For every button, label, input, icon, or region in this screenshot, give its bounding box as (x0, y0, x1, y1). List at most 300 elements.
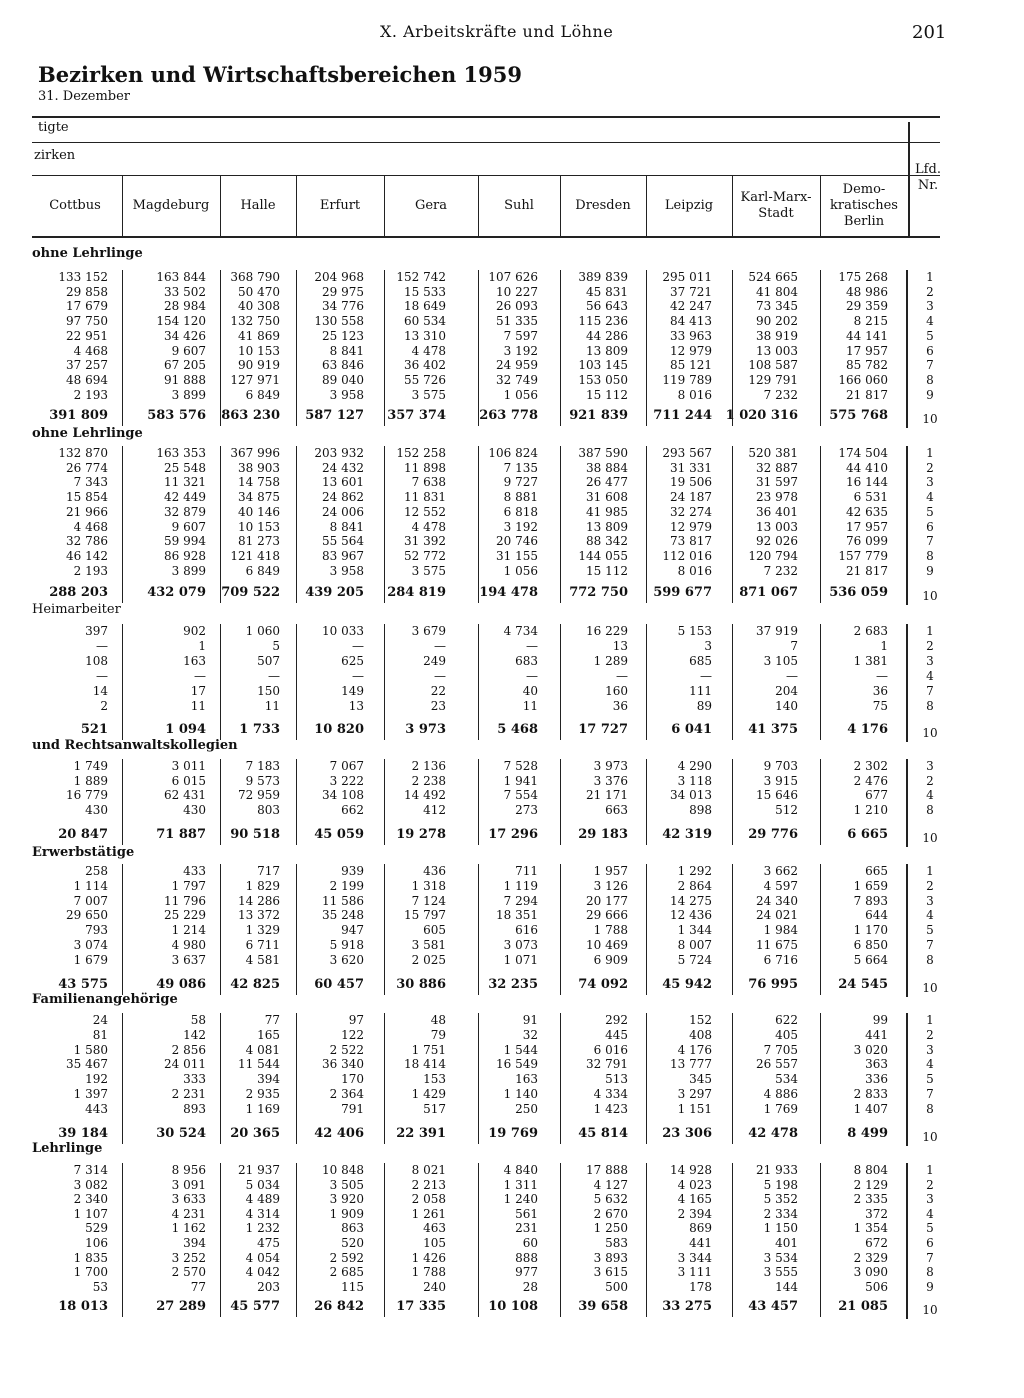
table-cell: 2 522 (329, 1042, 364, 1057)
row-number: 4 (926, 908, 934, 923)
table-cell: 389 839 (578, 270, 628, 284)
table-cell: 121 418 (230, 548, 280, 563)
table-cell: 3 915 (763, 773, 798, 788)
table-cell: 9 727 (503, 475, 538, 490)
table-cell: 7 705 (763, 1042, 798, 1057)
table-cell: 7 067 (329, 759, 364, 773)
table-cell: 7 183 (245, 759, 280, 773)
table-row (0, 1178, 1024, 1192)
table-cell: 3 105 (763, 654, 798, 668)
table-cell: 4 468 (73, 519, 108, 534)
table-cell: 1 397 (73, 1087, 108, 1101)
row-number: 9 (926, 563, 934, 578)
table-cell: 85 121 (670, 358, 712, 373)
table-cell: 48 694 (66, 372, 108, 387)
table-cell: 7 (790, 639, 798, 653)
table-cell: 20 177 (586, 893, 628, 908)
table-cell: 142 (183, 1027, 206, 1042)
table-cell: 3 899 (171, 387, 206, 402)
table-cell: — (268, 669, 280, 683)
table-cell: — (616, 669, 628, 683)
table-cell: 149 (341, 684, 364, 698)
table-cell: 92 026 (756, 534, 798, 549)
table-cell: — (352, 639, 364, 653)
table-cell: 3 637 (171, 952, 206, 967)
total-cell: 29 776 (748, 827, 798, 842)
table-cell: 445 (605, 1027, 628, 1042)
total-cell: 521 (80, 722, 108, 737)
total-cell: 29 183 (578, 827, 628, 842)
table-cell: 60 534 (404, 314, 446, 329)
table-cell: 1 151 (677, 1101, 712, 1116)
table-cell: 583 (605, 1236, 628, 1250)
table-row (0, 669, 1024, 683)
table-cell: 11 (264, 699, 280, 713)
table-cell: 4 980 (171, 938, 206, 952)
table-cell: 40 146 (238, 504, 280, 519)
table-cell: 23 (430, 699, 446, 713)
table-cell: 1 162 (171, 1221, 206, 1236)
table-cell: 662 (341, 802, 364, 817)
page-title: Bezirken und Wirtschaftsbereichen 1959 (38, 62, 522, 87)
table-row (0, 314, 1024, 328)
table-cell: 6 849 (245, 387, 280, 402)
total-cell: 45 577 (230, 1299, 280, 1314)
table-cell: 160 (605, 684, 628, 698)
table-cell: 4 886 (763, 1087, 798, 1101)
table-cell: 441 (689, 1236, 712, 1250)
row-number: 10 (922, 1130, 938, 1144)
table-cell: 3 920 (329, 1192, 364, 1207)
row-number: 8 (926, 952, 934, 967)
table-cell: 711 (515, 864, 538, 878)
table-cell: 13 372 (238, 908, 280, 923)
table-cell: 81 (92, 1027, 108, 1042)
table-cell: 685 (689, 654, 712, 668)
table-cell: 2 340 (73, 1192, 108, 1207)
table-cell: 5 352 (763, 1192, 798, 1207)
table-cell: 2 302 (853, 759, 888, 773)
table-cell: 513 (605, 1072, 628, 1087)
table-row (0, 1265, 1024, 1279)
table-cell: 1 544 (503, 1042, 538, 1057)
total-cell: 45 814 (578, 1126, 628, 1141)
table-cell: — (96, 639, 108, 653)
table-cell: 4 290 (677, 759, 712, 773)
table-cell: 2 129 (853, 1177, 888, 1192)
table-cell: 150 (257, 684, 280, 698)
table-cell: 672 (865, 1236, 888, 1250)
table-row (0, 270, 1024, 284)
total-cell: 439 205 (305, 585, 364, 600)
running-head (0, 22, 1024, 44)
table-cell: 1 060 (245, 624, 280, 638)
table-cell: 103 145 (578, 358, 628, 373)
table-cell: 21 171 (586, 788, 628, 803)
table-cell: 32 (522, 1027, 538, 1042)
total-cell: 432 079 (147, 585, 206, 600)
row-number: 3 (926, 475, 934, 490)
table-cell: 4 840 (503, 1163, 538, 1177)
table-row (0, 624, 1024, 638)
table-cell: 165 (257, 1027, 280, 1042)
row-number: 1 (926, 1013, 934, 1027)
table-cell: 34 108 (322, 788, 364, 803)
table-cell: 1 119 (503, 878, 538, 893)
table-cell: 902 (183, 624, 206, 638)
table-row (0, 864, 1024, 878)
table-cell: 893 (183, 1101, 206, 1116)
table-cell: 4 734 (503, 624, 538, 638)
table-row (0, 1013, 1024, 1027)
table-row (0, 388, 1024, 402)
table-cell: 475 (257, 1236, 280, 1250)
table-cell: 6 711 (245, 938, 280, 952)
table-cell: 7 007 (73, 893, 108, 908)
table-row-total (0, 1126, 1024, 1142)
table-cell: 107 626 (488, 270, 538, 284)
table-cell: 38 919 (756, 328, 798, 343)
total-cell: 27 289 (156, 1299, 206, 1314)
table-cell: 9 607 (171, 519, 206, 534)
row-number: 3 (926, 1192, 934, 1207)
row-number: 2 (926, 773, 934, 788)
table-cell: 81 273 (238, 534, 280, 549)
table-cell: 17 957 (846, 343, 888, 358)
table-cell: 387 590 (578, 446, 628, 460)
row-number: 10 (922, 831, 938, 845)
total-cell: 921 839 (569, 408, 628, 423)
total-cell: 21 085 (838, 1299, 888, 1314)
total-cell: 19 769 (488, 1126, 538, 1141)
table-cell: 3 679 (411, 624, 446, 638)
table-cell: 6 015 (171, 773, 206, 788)
table-row (0, 879, 1024, 893)
table-cell: 35 248 (322, 908, 364, 923)
table-cell: 21 817 (846, 563, 888, 578)
total-cell: 711 244 (653, 408, 712, 423)
row-number: 7 (926, 534, 934, 549)
table-cell: 3 376 (593, 773, 628, 788)
table-cell: 15 797 (404, 908, 446, 923)
total-cell: 10 820 (314, 722, 364, 737)
table-cell: 240 (423, 1279, 446, 1294)
total-cell: 6 665 (847, 827, 888, 842)
table-cell: 48 986 (846, 284, 888, 299)
table-cell: 97 750 (66, 314, 108, 329)
table-cell: 9 607 (171, 343, 206, 358)
table-row (0, 923, 1024, 937)
table-cell: 133 152 (58, 270, 108, 284)
table-cell: 4 581 (245, 952, 280, 967)
total-cell: 74 092 (578, 977, 628, 992)
table-cell: 41 869 (238, 328, 280, 343)
table-cell: 31 597 (756, 475, 798, 490)
table-cell: 73 817 (670, 534, 712, 549)
total-cell: 22 391 (396, 1126, 446, 1141)
column-header: Dresden (575, 198, 631, 213)
table-cell: — (352, 669, 364, 683)
table-cell: 1 829 (245, 878, 280, 893)
table-cell: 4 231 (171, 1206, 206, 1221)
table-cell: 34 013 (670, 788, 712, 803)
row-number: 5 (926, 504, 934, 519)
table-cell: 38 903 (238, 460, 280, 475)
table-cell: 21 933 (756, 1163, 798, 1177)
table-cell: 7 294 (503, 893, 538, 908)
table-cell: 2 570 (171, 1265, 206, 1280)
table-cell: 4 127 (593, 1177, 628, 1192)
table-cell: 16 549 (496, 1057, 538, 1072)
total-cell: 39 658 (578, 1299, 628, 1314)
table-cell: 36 340 (322, 1057, 364, 1072)
table-cell: 28 984 (164, 299, 206, 314)
table-cell: 8 021 (411, 1163, 446, 1177)
total-cell: 3 973 (405, 722, 446, 737)
table-cell: 14 275 (670, 893, 712, 908)
table-cell: 616 (515, 923, 538, 938)
row-number: 10 (922, 1303, 938, 1317)
table-cell: 4 165 (677, 1192, 712, 1207)
table-row (0, 1192, 1024, 1206)
table-cell: 6 849 (245, 563, 280, 578)
total-cell: 24 545 (838, 977, 888, 992)
total-cell: 871 067 (739, 585, 798, 600)
table-row (0, 639, 1024, 653)
table-cell: 3 534 (763, 1250, 798, 1265)
table-cell: 7 597 (503, 328, 538, 343)
table-row (0, 774, 1024, 788)
table-cell: 52 772 (404, 548, 446, 563)
table-cell: 24 006 (322, 504, 364, 519)
row-number: 8 (926, 802, 934, 817)
table-cell: 88 342 (586, 534, 628, 549)
table-cell: 258 (85, 864, 108, 878)
table-cell: 363 (865, 1057, 888, 1072)
table-cell: 73 345 (756, 299, 798, 314)
table-cell: 24 959 (496, 358, 538, 373)
table-cell: 3 633 (171, 1192, 206, 1207)
total-cell: 39 184 (58, 1126, 108, 1141)
table-cell: 175 268 (838, 270, 888, 284)
table-cell: 36 402 (404, 358, 446, 373)
total-cell: 23 306 (662, 1126, 712, 1141)
table-cell: 372 (865, 1206, 888, 1221)
table-cell: 1 261 (411, 1206, 446, 1221)
table-cell: 869 (689, 1221, 712, 1236)
table-row (0, 1236, 1024, 1250)
column-header: Cottbus (49, 198, 101, 213)
table-row-total (0, 722, 1024, 738)
total-cell: 43 575 (58, 977, 108, 992)
table-cell: 11 831 (404, 490, 446, 505)
table-cell: 17 957 (846, 519, 888, 534)
table-cell: 4 489 (245, 1192, 280, 1207)
table-cell: 91 888 (164, 372, 206, 387)
table-cell: 22 (430, 684, 446, 698)
table-cell: 1 679 (73, 952, 108, 967)
table-row (0, 446, 1024, 460)
table-row-total (0, 827, 1024, 843)
table-cell: 48 (430, 1013, 446, 1027)
table-cell: 59 994 (164, 534, 206, 549)
table-cell: 3 (704, 639, 712, 653)
total-cell: 45 942 (662, 977, 712, 992)
table-cell: 56 643 (586, 299, 628, 314)
table-row (0, 490, 1024, 504)
table-cell: 20 746 (496, 534, 538, 549)
table-cell: 561 (515, 1206, 538, 1221)
table-cell: 32 749 (496, 372, 538, 387)
table-cell: 10 469 (586, 938, 628, 952)
header-row-label: zirken (34, 148, 76, 163)
table-cell: 1 788 (593, 923, 628, 938)
table-cell: 12 436 (670, 908, 712, 923)
table-row (0, 505, 1024, 519)
table-cell: 1 381 (853, 654, 888, 668)
row-number: 1 (926, 1163, 934, 1177)
row-number: 7 (926, 358, 934, 373)
table-cell: 152 742 (396, 270, 446, 284)
table-cell: 79 (430, 1027, 446, 1042)
table-cell: 1 107 (73, 1206, 108, 1221)
row-number: 2 (926, 1177, 934, 1192)
row-number: 2 (926, 460, 934, 475)
row-number: 3 (926, 1042, 934, 1057)
table-cell: 1 210 (853, 802, 888, 817)
table-cell: 863 (341, 1221, 364, 1236)
table-row (0, 1087, 1024, 1101)
table-cell: 8 956 (171, 1163, 206, 1177)
table-cell: 1 071 (503, 952, 538, 967)
table-cell: 36 401 (756, 504, 798, 519)
column-header: Leipzig (664, 198, 714, 213)
table-cell: 1 150 (763, 1221, 798, 1236)
total-cell: 19 278 (396, 827, 446, 842)
table-cell: 34 875 (238, 490, 280, 505)
table-cell: 6 850 (853, 938, 888, 952)
table-cell: 3 011 (171, 759, 206, 773)
total-cell: 17 727 (578, 722, 628, 737)
table-cell: 41 985 (586, 504, 628, 519)
table-cell: 115 236 (578, 314, 628, 329)
table-cell: 24 862 (322, 490, 364, 505)
table-row-total (0, 977, 1024, 993)
table-cell: 888 (515, 1250, 538, 1265)
table-cell: 192 (85, 1072, 108, 1087)
table-cell: 507 (257, 654, 280, 668)
table-cell: 3 020 (853, 1042, 888, 1057)
total-cell: 288 203 (49, 585, 108, 600)
table-cell: 25 548 (164, 460, 206, 475)
total-cell: 263 778 (479, 408, 538, 423)
total-cell: 391 809 (49, 408, 108, 423)
table-cell: 154 120 (156, 314, 206, 329)
table-cell: 506 (865, 1279, 888, 1294)
table-cell: 24 011 (164, 1057, 206, 1072)
table-cell: 2 334 (763, 1206, 798, 1221)
row-number: 10 (922, 589, 938, 603)
table-cell: 622 (775, 1013, 798, 1027)
table-cell: 1 344 (677, 923, 712, 938)
table-cell: 21 966 (66, 504, 108, 519)
row-number: 8 (926, 548, 934, 563)
table-cell: 7 343 (73, 475, 108, 490)
table-cell: 84 413 (670, 314, 712, 329)
row-number: 2 (926, 284, 934, 299)
row-number: 6 (926, 343, 934, 358)
total-cell: 709 522 (221, 585, 280, 600)
row-number: 4 (926, 669, 934, 683)
total-cell: 1 733 (239, 722, 280, 737)
table-cell: 15 854 (66, 490, 108, 505)
table-cell: 3 252 (171, 1250, 206, 1265)
total-cell: 18 013 (58, 1299, 108, 1314)
table-cell: 90 919 (238, 358, 280, 373)
table-cell: 3 073 (503, 938, 538, 952)
table-cell: 12 979 (670, 519, 712, 534)
table-cell: 163 353 (156, 446, 206, 460)
section-title: ohne Lehrlinge (32, 246, 143, 261)
table-cell: 5 (272, 639, 280, 653)
table-cell: 4 478 (411, 519, 446, 534)
table-cell: 939 (341, 864, 364, 878)
table-cell: 62 431 (164, 788, 206, 803)
table-cell: 2 238 (411, 773, 446, 788)
table-cell: — (526, 639, 538, 653)
table-cell: 1 (198, 639, 206, 653)
table-cell: 112 016 (662, 548, 712, 563)
total-cell: 10 108 (488, 1299, 538, 1314)
table-cell: 106 (85, 1236, 108, 1250)
table-cell: 9 703 (763, 759, 798, 773)
header-rule (32, 116, 940, 118)
table-cell: 53 (92, 1279, 108, 1294)
table-cell: 12 979 (670, 343, 712, 358)
table-cell: 1 407 (853, 1101, 888, 1116)
row-number: 1 (926, 864, 934, 878)
table-cell: 717 (257, 864, 280, 878)
table-cell: 14 928 (670, 1163, 712, 1177)
table-cell: 8 804 (853, 1163, 888, 1177)
table-cell: 1 354 (853, 1221, 888, 1236)
table-cell: 28 (522, 1279, 538, 1294)
table-cell: 500 (605, 1279, 628, 1294)
table-cell: 2 935 (245, 1087, 280, 1101)
table-cell: 140 (775, 699, 798, 713)
table-cell: 367 996 (230, 446, 280, 460)
table-cell: 11 796 (164, 893, 206, 908)
table-cell: 40 308 (238, 299, 280, 314)
table-row (0, 1221, 1024, 1235)
table-cell: 9 573 (245, 773, 280, 788)
table-cell: 5 724 (677, 952, 712, 967)
table-cell: 108 (85, 654, 108, 668)
table-cell: 41 804 (756, 284, 798, 299)
table-cell: 665 (865, 864, 888, 878)
table-cell: 157 779 (838, 548, 888, 563)
table-cell: 333 (183, 1072, 206, 1087)
column-header: Karl-Marx- Stadt (740, 190, 812, 221)
table-cell: 46 142 (66, 548, 108, 563)
table-cell: 17 888 (586, 1163, 628, 1177)
table-cell: 38 884 (586, 460, 628, 475)
table-cell: 4 478 (411, 343, 446, 358)
table-cell: 1 240 (503, 1192, 538, 1207)
table-cell: 8 016 (677, 563, 712, 578)
table-cell: 44 410 (846, 460, 888, 475)
table-cell: 106 824 (488, 446, 538, 460)
